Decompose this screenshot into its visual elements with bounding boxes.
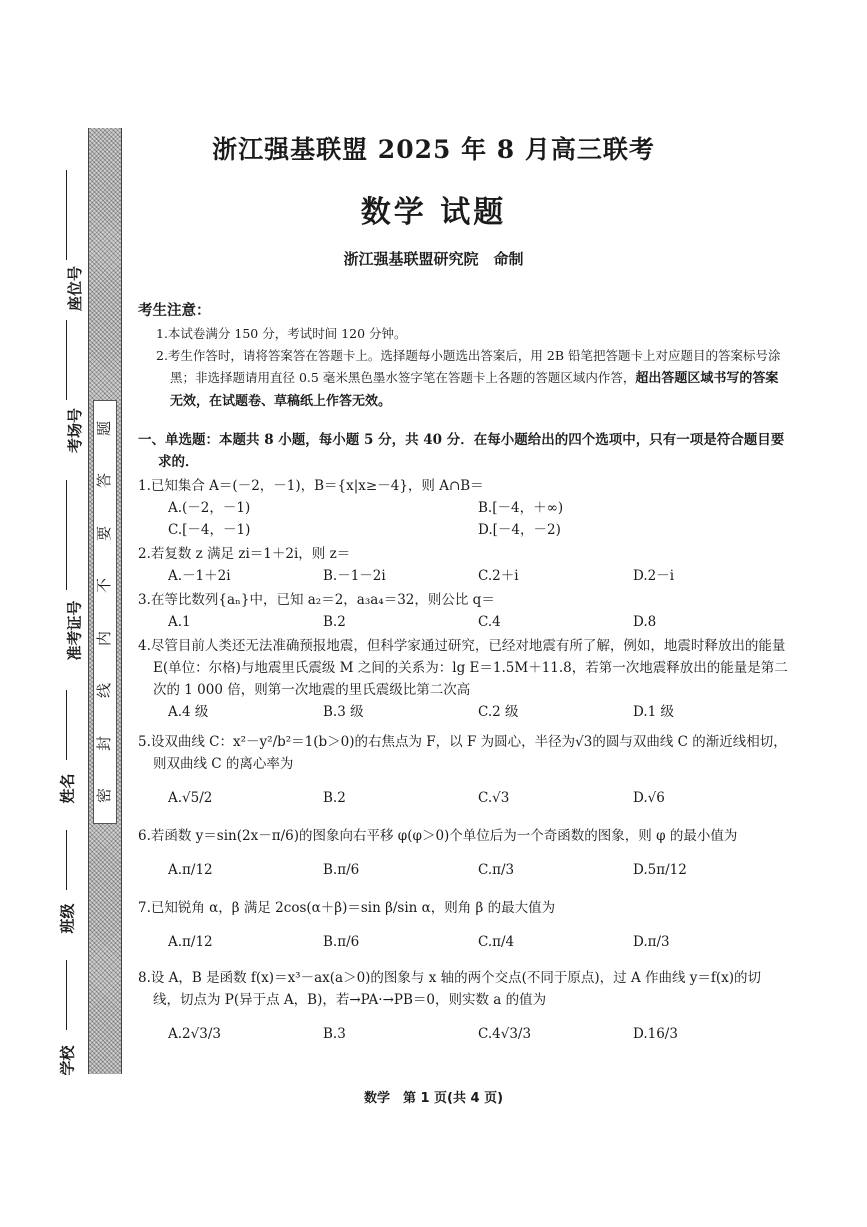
question-stem: 6.若函数 y＝sin(2x－π/6)的图象向右平移 φ(φ＞0)个单位后为一个奇函数的图象，则 φ 的最小值为 <box>138 828 738 844</box>
option-b: B.3 级 <box>323 704 364 720</box>
question-stem: 4.尽管目前人类还无法准确预报地震，但科学家通过研究，已经对地震有所了解，例如，地震时释放出的能量 E(单位：尔格)与地震里氏震级 M 之间的关系为：lg E＝1.5M＋11.8，若第一次地震释放出的能量是第二次的 1 000 倍，则第一次地震的里氏震级比第二次高 <box>138 638 788 698</box>
option-list <box>138 611 788 633</box>
option-c: C.2 级 <box>478 704 519 720</box>
option-d: D.2－i <box>633 568 675 584</box>
option-a: A.1 <box>168 614 191 630</box>
notice-item-text: 2.考生作答时，请将答案答在答题卡上。选择题每小题选出答案后，用 2B 铅笔把答题卡上对应题目的答案标号涂黑；非选择题请用直径 0.5 毫米黑色墨水签字笔在答题卡上各题的答题区域内作答， <box>156 348 781 385</box>
option-c: C.4 <box>478 614 501 630</box>
exam-content <box>138 300 788 1051</box>
exam-author: 浙江强基联盟研究院 命制 <box>343 250 524 268</box>
option-a: A.π/12 <box>168 862 213 878</box>
seat-number-label: 座位号 <box>66 265 85 312</box>
exam-subtitle: 数学 试题 <box>360 195 507 230</box>
seal-char: 内 <box>95 630 114 646</box>
seal-char: 不 <box>95 578 114 594</box>
option-a: A.√5/2 <box>168 790 213 806</box>
option-d: D.5π/12 <box>633 862 687 878</box>
question-stem: 1.已知集合 A＝(－2，－1)，B＝{x|x≥－4}，则 A∩B＝ <box>138 478 484 494</box>
seal-char: 答 <box>95 473 114 489</box>
option-d: D.8 <box>633 614 657 630</box>
question-stem: 7.已知锐角 α，β 满足 2cos(α＋β)＝sin β/sin α，则角 β 的最大值为 <box>138 900 556 916</box>
admission-number-label: 准考证号 <box>65 600 84 661</box>
option-a: A.－1＋2i <box>168 568 231 584</box>
school-label: 学校 <box>58 1045 77 1076</box>
admission-number-field <box>56 480 84 680</box>
option-a: A.(－2，－1) <box>168 500 251 516</box>
class-label: 班级 <box>58 903 77 934</box>
notice-emphasis: 超出答题区域书写的答案无效，在试题卷、草稿纸上作答无效。 <box>170 371 779 409</box>
notice-item <box>138 345 788 413</box>
exam-room-label: 考场号 <box>66 407 85 454</box>
seal-char: 要 <box>95 525 114 541</box>
option-b: B.2 <box>323 790 346 806</box>
option-b: B.[－4，＋∞) <box>478 500 564 516</box>
seal-char: 题 <box>95 420 114 437</box>
name-label: 姓名 <box>58 773 77 804</box>
option-list <box>138 847 788 887</box>
option-a: A.π/12 <box>168 934 213 950</box>
option-b: B.π/6 <box>323 862 360 878</box>
page-footer: 数学 第 1 页(共 4 页) <box>363 1091 504 1106</box>
question-stem: 8.设 A，B 是函数 f(x)＝x³－ax(a＞0)的图象与 x 轴的两个交点(不同于原点)，过 A 作曲线 y＝f(x)的切线，切点为 P(异于点 A，B)，若→PA·→PB＝0，则实数 a 的值为 <box>138 970 762 1008</box>
option-d: D.16/3 <box>633 1026 678 1042</box>
question-7 <box>138 897 788 959</box>
option-b: B.3 <box>323 1026 346 1042</box>
option-list <box>138 497 788 541</box>
option-d: D.π/3 <box>633 934 670 950</box>
section-heading: 一、单选题：本题共 8 小题，每小题 5 分，共 40 分．在每小题给出的四个选项中，只有一项是符合题目要求的． <box>138 432 785 470</box>
question-stem: 5.设双曲线 C：x²－y²/b²＝1(b＞0)的右焦点为 F，以 F 为圆心，半径为√3的圆与双曲线 C 的渐近线相切，则双曲线 C 的离心率为 <box>138 734 787 772</box>
option-a: A.4 级 <box>168 704 209 720</box>
class-field <box>56 830 78 950</box>
option-c: C.π/3 <box>478 862 515 878</box>
seal-line-box <box>93 400 117 824</box>
option-c: C.4√3/3 <box>478 1026 532 1042</box>
notice-heading: 考生注意： <box>138 303 211 319</box>
question-2 <box>138 543 788 587</box>
option-list <box>138 919 788 959</box>
exam-title: 浙江强基联盟 2025 年 8 月高三联考 <box>212 135 655 164</box>
option-a: A.2√3/3 <box>168 1026 221 1042</box>
option-d: D.√6 <box>633 790 665 806</box>
question-1 <box>138 475 788 541</box>
exam-room-field <box>56 320 85 460</box>
question-stem: 2.若复数 z 满足 zi＝1＋2i，则 z＝ <box>138 546 351 562</box>
question-5 <box>138 731 788 815</box>
option-c: C.[－4，－1) <box>168 522 251 538</box>
question-3 <box>138 589 788 633</box>
notice-item: 1.本试卷满分 150 分，考试时间 120 分钟。 <box>156 326 407 341</box>
question-8 <box>138 967 788 1051</box>
option-b: B.2 <box>323 614 346 630</box>
seal-char: 封 <box>95 735 114 751</box>
option-b: B.π/6 <box>323 934 360 950</box>
option-d: D.[－4，－2) <box>478 522 561 538</box>
option-b: B.－1－2i <box>323 568 386 584</box>
question-stem: 3.在等比数列{aₙ}中，已知 a₂＝2，a₃a₄＝32，则公比 q＝ <box>138 592 495 608</box>
question-6 <box>138 825 788 887</box>
question-4 <box>138 635 788 723</box>
option-c: C.2＋i <box>478 568 519 584</box>
seal-char: 线 <box>95 683 114 699</box>
option-list <box>138 1011 788 1051</box>
option-c: C.√3 <box>478 790 510 806</box>
option-c: C.π/4 <box>478 934 515 950</box>
name-field <box>56 690 78 820</box>
option-list <box>138 701 788 723</box>
option-list <box>138 775 788 815</box>
option-d: D.1 级 <box>633 704 675 720</box>
option-list <box>138 565 788 587</box>
school-field <box>56 960 78 1090</box>
seal-char: 密 <box>95 787 114 803</box>
